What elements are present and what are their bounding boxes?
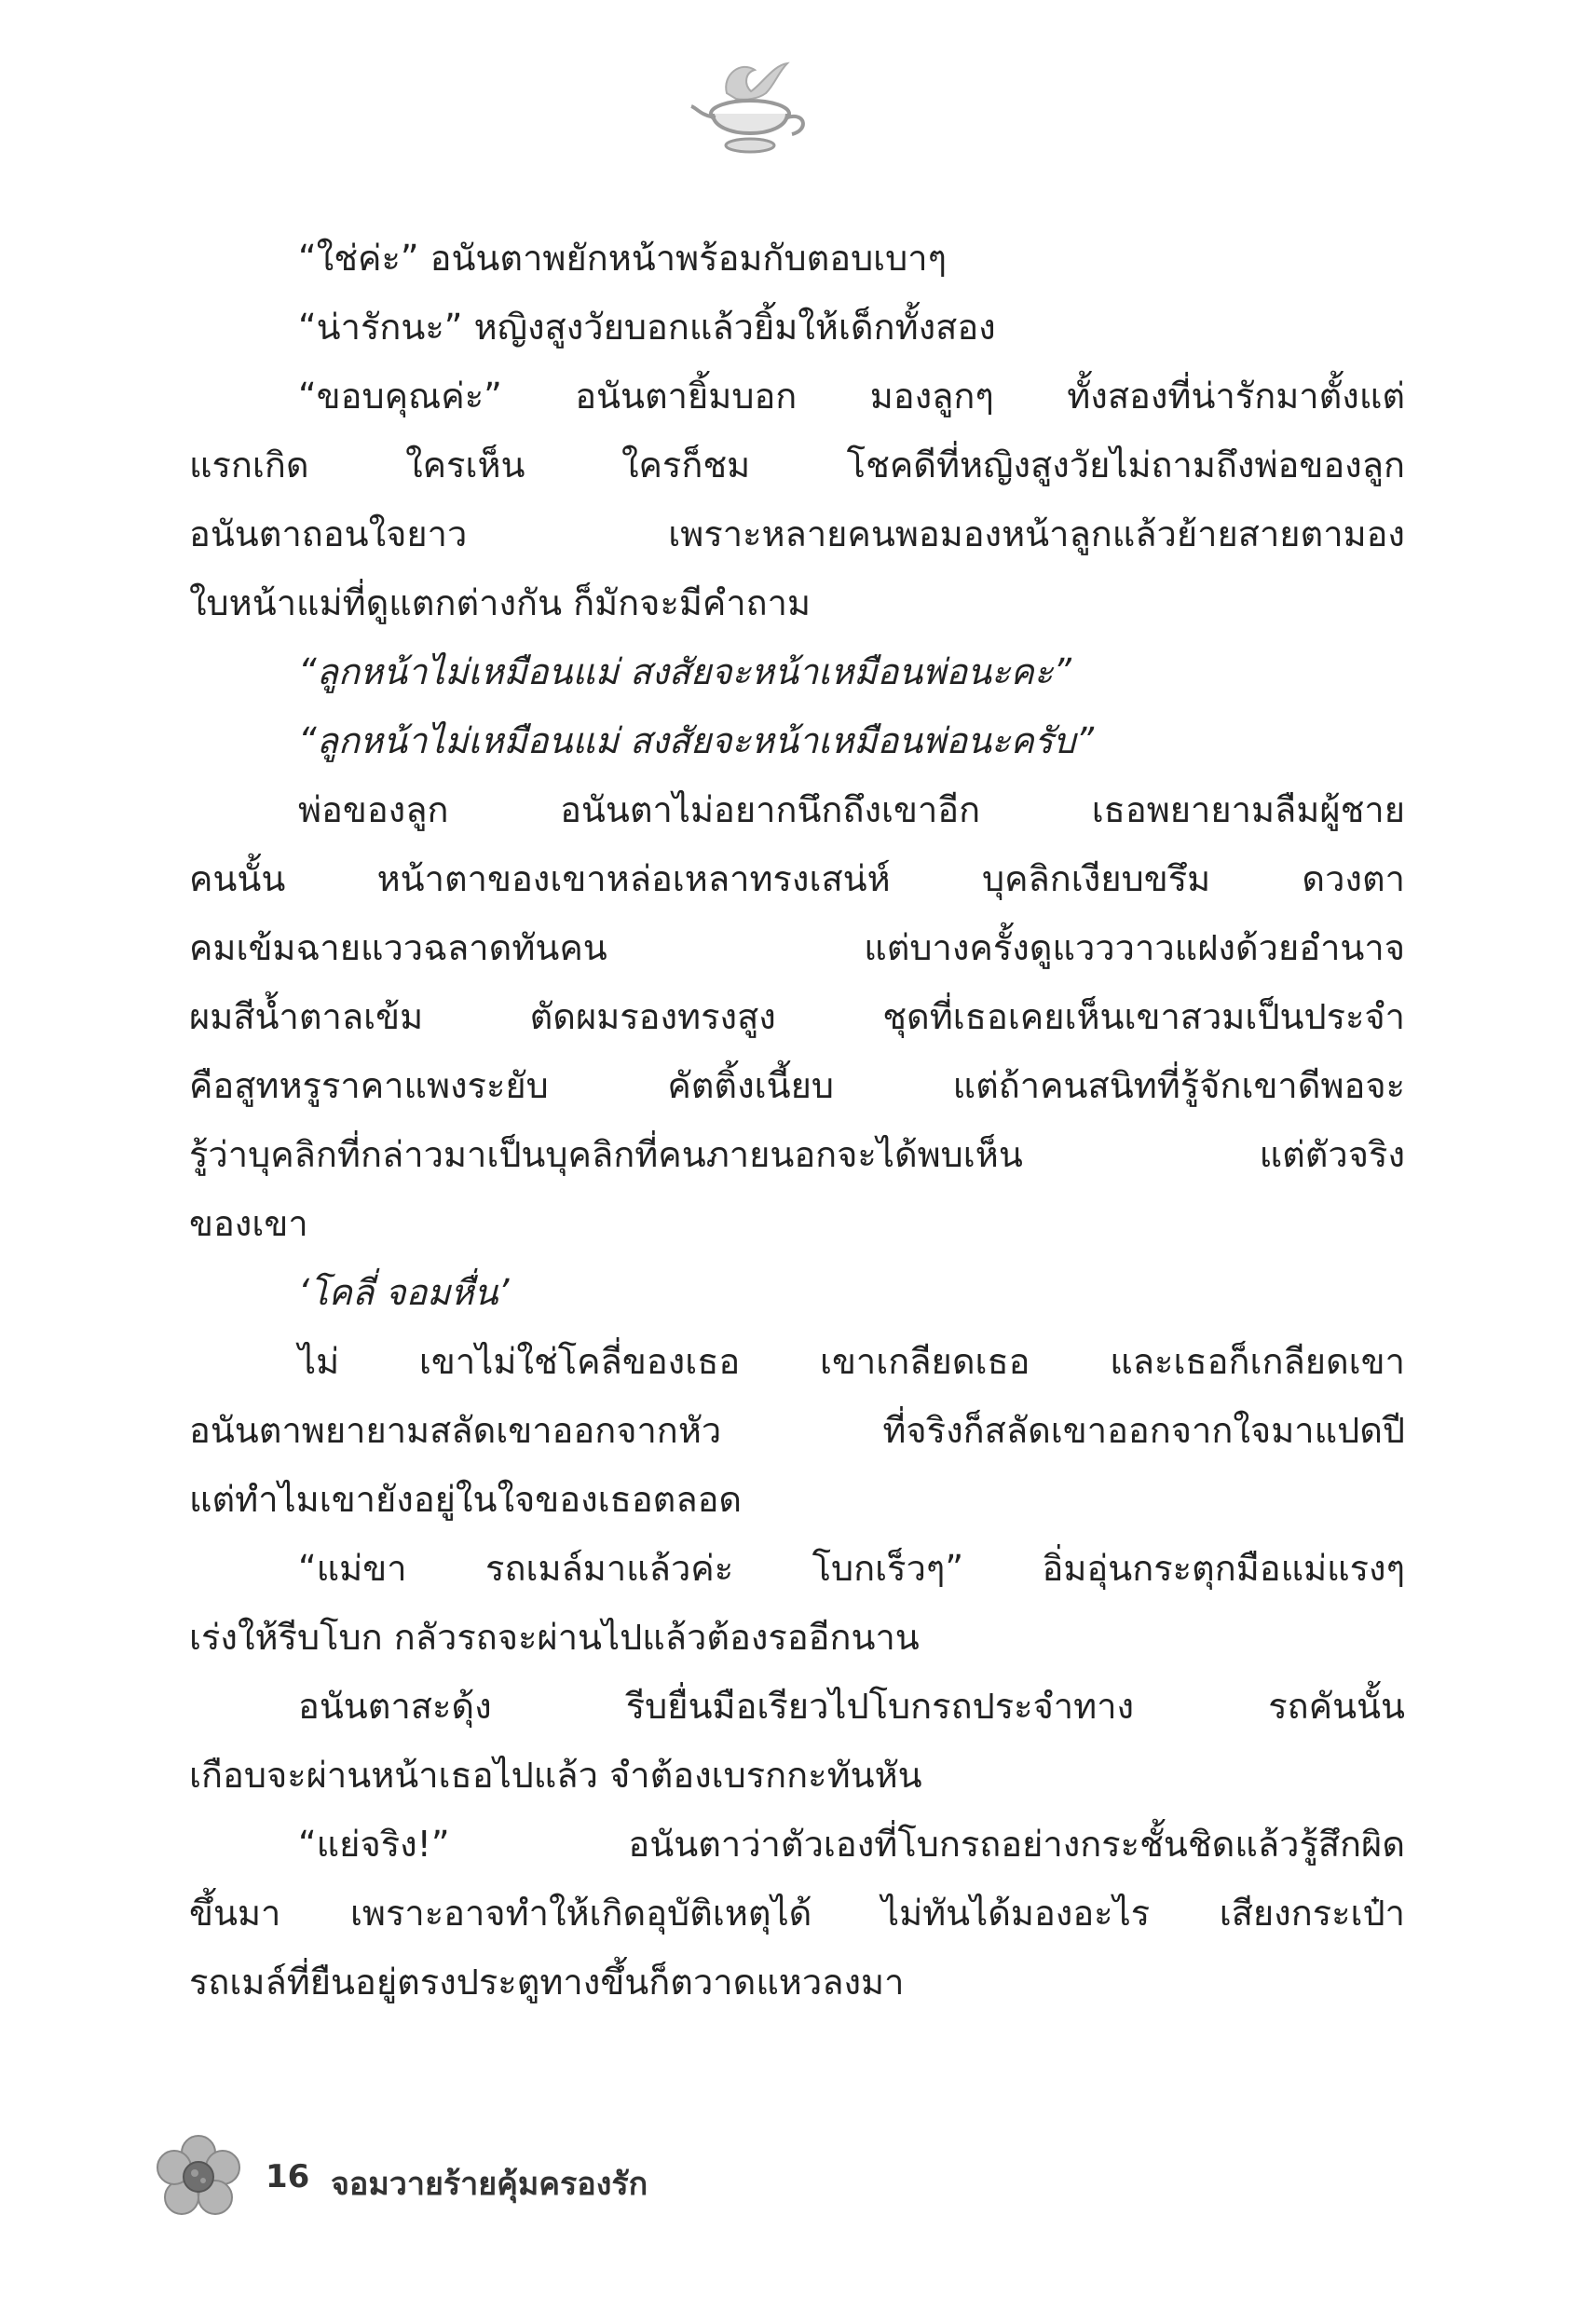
paragraph-line: ใบหน้าแม่ที่ดูแตกต่างกัน ก็มักจะมีคำถาม (189, 582, 812, 623)
paragraph-line: แรกเกิด ใครเห็น ใครก็ชม โชคดีที่หญิงสูงวัยไม่ถามถึงพ่อของลูก (189, 444, 1405, 485)
paragraph-line: คมเข้มฉายแววฉลาดทันคน แต่บางครั้งดูแวววาวแฝงด้วยอำนาจ (189, 927, 1405, 968)
paragraph-line: อนันตาถอนใจยาว เพราะหลายคนพอมองหน้าลูกแล้วย้ายสายตามอง (189, 513, 1405, 554)
paragraph-line: รถเมล์ที่ยืนอยู่ตรงประตูทางขึ้นก็ตวาดแหวลงมา (189, 1962, 905, 2003)
paragraph-first-line: พ่อของลูก อนันตาไม่อยากนึกถึงเขาอีก เธอพยายามลืมผู้ชาย (298, 789, 1405, 830)
book-title: จอมวายร้ายคุ้มครองรัก (331, 2166, 648, 2203)
paragraph-first-line: “ลูกหน้าไม่เหมือนแม่ สงสัยจะหน้าเหมือนพ่อนะคะ” (298, 651, 1071, 692)
paragraph-first-line: ‘โคลี่ จอมหื่น’ (298, 1272, 510, 1313)
paragraph-first-line: “ใช่ค่ะ” อนันตาพยักหน้าพร้อมกับตอบเบาๆ (298, 238, 948, 279)
flower-icon (154, 2134, 243, 2223)
paragraph-first-line: อนันตาสะดุ้ง รีบยื่นมือเรียวไปโบกรถประจำทาง รถคันนั้น (298, 1686, 1405, 1727)
paragraph-first-line: “แย่จริง!” อนันตาว่าตัวเองที่โบกรถอย่างกระชั้นชิดแล้วรู้สึกผิด (298, 1824, 1405, 1865)
paragraph-line: ผมสีน้ำตาลเข้ม ตัดผมรองทรงสูง ชุดที่เธอเคยเห็นเขาสวมเป็นประจำ (189, 996, 1405, 1037)
page-footer (154, 2134, 806, 2227)
paragraph-line: แต่ทำไมเขายังอยู่ในใจของเธอตลอด (189, 1479, 743, 1520)
paragraph-first-line: “น่ารักนะ” หญิงสูงวัยบอกแล้วยิ้มให้เด็กทั้งสอง (298, 307, 996, 348)
story-text (189, 224, 1405, 2017)
paragraph-line: เกือบจะผ่านหน้าเธอไปแล้ว จำต้องเบรกกะทันหัน (189, 1755, 922, 1796)
paragraph-line: คือสูทหรูราคาแพงระยับ คัตติ้งเนี้ยบ แต่ถ้าคนสนิทที่รู้จักเขาดีพอจะ (189, 1065, 1405, 1106)
paragraph-line: เร่งให้รีบโบก กลัวรถจะผ่านไปแล้วต้องรออีกนาน (189, 1617, 920, 1658)
page-number: 16 (266, 2158, 310, 2195)
paragraph-line: อนันตาพยายามสลัดเขาออกจากหัว ที่จริงก็สลัดเขาออกจากใจมาแปดปี (189, 1410, 1405, 1451)
paragraph-first-line: “แม่ขา รถเมล์มาแล้วค่ะ โบกเร็วๆ” อิ่มอุ่นกระตุกมือแม่แรงๆ (298, 1548, 1405, 1589)
paragraph-first-line: “ขอบคุณค่ะ” อนันตายิ้มบอก มองลูกๆ ทั้งสองที่น่ารักมาตั้งแต่ (298, 376, 1405, 417)
paragraph-line: ของเขา (189, 1203, 308, 1244)
paragraph-first-line: ไม่ เขาไม่ใช่โคลี่ของเธอ เขาเกลียดเธอ และเธอก็เกลียดเขา (298, 1341, 1405, 1382)
paragraph-line: คนนั้น หน้าตาของเขาหล่อเหลาทรงเสน่ห์ บุคลิกเงียบขรึม ดวงตา (189, 858, 1405, 899)
paragraph-first-line: “ลูกหน้าไม่เหมือนแม่ สงสัยจะหน้าเหมือนพ่อนะครับ” (298, 720, 1095, 761)
paragraph-line: ขึ้นมา เพราะอาจทำให้เกิดอุบัติเหตุได้ ไม่ทันได้มองอะไร เสียงกระเป๋า (189, 1893, 1405, 1934)
genie-lamp-icon (689, 56, 811, 158)
paragraph-line: รู้ว่าบุคลิกที่กล่าวมาเป็นบุคลิกที่คนภายนอกจะได้พบเห็น แต่ตัวจริง (189, 1134, 1405, 1175)
